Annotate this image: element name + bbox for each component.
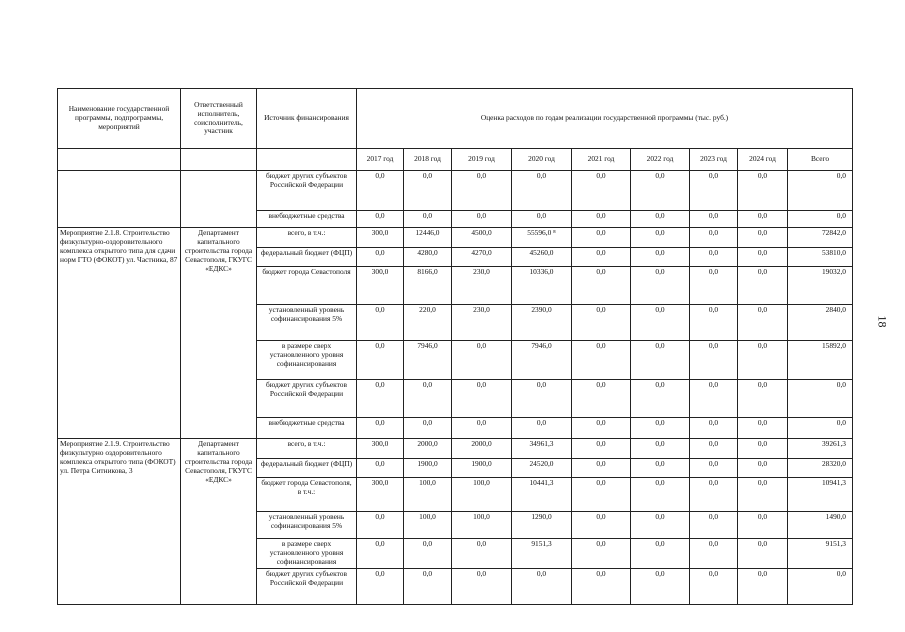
year-value: 0,0 xyxy=(738,305,788,341)
funding-source: установленный уровень софинансирования 5% xyxy=(257,512,357,539)
year-value: 0,0 xyxy=(690,305,738,341)
funding-source: федеральный бюджет (ФЦП) xyxy=(257,459,357,478)
header-row xyxy=(58,89,853,149)
year-value: 4500,0 xyxy=(452,228,512,248)
year-header: 2017 год xyxy=(357,149,404,171)
year-value: 0,0 xyxy=(738,512,788,539)
year-value: 0,0 xyxy=(452,418,512,439)
year-value: 0,0 xyxy=(404,569,452,605)
year-value: 0,0 xyxy=(452,341,512,380)
year-header: 2023 год xyxy=(690,149,738,171)
year-value: 0,0 xyxy=(738,228,788,248)
years-spacer xyxy=(257,149,357,171)
year-value: 2390,0 xyxy=(512,305,572,341)
year-value: 0,0 xyxy=(738,380,788,418)
year-value: 0,0 xyxy=(452,171,512,211)
year-value: 0,0 xyxy=(572,459,631,478)
year-value: 12446,0 xyxy=(404,228,452,248)
year-value: 0,0 xyxy=(512,211,572,228)
funding-source: бюджет города Севастополя, в т.ч.: xyxy=(257,478,357,512)
year-value: 0,0 xyxy=(690,418,738,439)
total-value: 15892,0 xyxy=(788,341,853,380)
year-value: 0,0 xyxy=(631,539,690,569)
table-row xyxy=(58,439,853,459)
year-value: 9151,3 xyxy=(512,539,572,569)
funding-source: всего, в т.ч.: xyxy=(257,439,357,459)
total-value: 0,0 xyxy=(788,380,853,418)
year-value: 24520,0 xyxy=(512,459,572,478)
year-value: 0,0 xyxy=(357,512,404,539)
year-value: 0,0 xyxy=(738,459,788,478)
year-value: 100,0 xyxy=(452,478,512,512)
year-value: 0,0 xyxy=(631,248,690,267)
year-value: 0,0 xyxy=(572,512,631,539)
year-value: 0,0 xyxy=(631,512,690,539)
year-value: 0,0 xyxy=(572,211,631,228)
year-value: 300,0 xyxy=(357,439,404,459)
funding-source: бюджет других субъектов Российской Федерации xyxy=(257,380,357,418)
year-value: 0,0 xyxy=(690,380,738,418)
year-value: 0,0 xyxy=(357,539,404,569)
year-value: 300,0 xyxy=(357,267,404,305)
total-value: 9151,3 xyxy=(788,539,853,569)
year-value: 0,0 xyxy=(631,418,690,439)
activity-name: Мероприятие 2.1.9. Строительство физкультурно оздоровительного комплекса открытого типа (ФОКОТ) ул. Петра Ситникова, 3 xyxy=(58,439,181,605)
activity-name xyxy=(58,171,181,228)
year-value: 300,0 xyxy=(357,478,404,512)
total-value: 0,0 xyxy=(788,171,853,211)
budget-table xyxy=(57,88,853,605)
year-value: 0,0 xyxy=(690,439,738,459)
year-value: 0,0 xyxy=(572,341,631,380)
funding-source: бюджет других субъектов Российской Федерации xyxy=(257,171,357,211)
funding-source: в размере сверх установленного уровня софинансирования xyxy=(257,539,357,569)
year-value: 0,0 xyxy=(452,211,512,228)
year-value: 0,0 xyxy=(690,512,738,539)
year-value: 0,0 xyxy=(512,380,572,418)
activity-name: Мероприятие 2.1.8. Строительство физкультурно-оздоровительного комплекса открытого типа для сдачи норм ГТО (ФОКОТ) ул. Частника, 87 xyxy=(58,228,181,439)
year-value: 0,0 xyxy=(631,380,690,418)
year-value: 0,0 xyxy=(690,459,738,478)
year-value: 0,0 xyxy=(404,211,452,228)
year-header: 2021 год xyxy=(572,149,631,171)
year-value: 0,0 xyxy=(357,211,404,228)
year-header: 2020 год xyxy=(512,149,572,171)
year-value: 0,0 xyxy=(738,211,788,228)
year-value: 0,0 xyxy=(738,171,788,211)
year-value: 0,0 xyxy=(452,569,512,605)
year-header: 2024 год xyxy=(738,149,788,171)
year-value: 0,0 xyxy=(572,305,631,341)
year-value: 0,0 xyxy=(512,569,572,605)
year-value: 0,0 xyxy=(404,539,452,569)
years-row xyxy=(58,149,853,171)
year-value: 1900,0 xyxy=(452,459,512,478)
year-value: 0,0 xyxy=(572,248,631,267)
year-value: 0,0 xyxy=(512,171,572,211)
year-value: 7946,0 xyxy=(404,341,452,380)
year-value: 0,0 xyxy=(572,418,631,439)
year-value: 0,0 xyxy=(631,305,690,341)
funding-source: бюджет города Севастополя xyxy=(257,267,357,305)
year-value: 0,0 xyxy=(690,341,738,380)
year-value: 34961,3 xyxy=(512,439,572,459)
year-value: 0,0 xyxy=(690,211,738,228)
year-value: 0,0 xyxy=(631,341,690,380)
year-value: 0,0 xyxy=(738,539,788,569)
year-header-total: Всего xyxy=(788,149,853,171)
total-value: 39261,3 xyxy=(788,439,853,459)
year-value: 0,0 xyxy=(690,171,738,211)
year-value: 0,0 xyxy=(357,305,404,341)
year-value: 0,0 xyxy=(631,569,690,605)
year-value: 230,0 xyxy=(452,305,512,341)
years-spacer xyxy=(58,149,181,171)
year-value: 0,0 xyxy=(572,171,631,211)
year-value: 4280,0 xyxy=(404,248,452,267)
header-estimate: Оценка расходов по годам реализации государственной программы (тыс. руб.) xyxy=(357,89,853,149)
total-value: 1490,0 xyxy=(788,512,853,539)
year-value: 0,0 xyxy=(738,418,788,439)
page-number: 18 xyxy=(875,315,890,328)
table-row xyxy=(58,228,853,248)
year-value: 0,0 xyxy=(690,478,738,512)
year-value: 0,0 xyxy=(572,267,631,305)
year-value: 0,0 xyxy=(572,478,631,512)
year-value: 55596,0 ⁸ xyxy=(512,228,572,248)
year-value: 100,0 xyxy=(452,512,512,539)
year-value: 0,0 xyxy=(572,539,631,569)
years-spacer xyxy=(181,149,257,171)
year-value: 0,0 xyxy=(572,439,631,459)
year-value: 0,0 xyxy=(738,478,788,512)
year-value: 100,0 xyxy=(404,512,452,539)
year-header: 2022 год xyxy=(631,149,690,171)
year-value: 300,0 xyxy=(357,228,404,248)
year-value: 0,0 xyxy=(572,228,631,248)
year-value: 0,0 xyxy=(404,418,452,439)
total-value: 0,0 xyxy=(788,211,853,228)
total-value: 53810,0 xyxy=(788,248,853,267)
responsible-party: Департамент капитального строительства города Севастополя, ГКУГС «ЕДКС» xyxy=(181,228,257,439)
year-value: 0,0 xyxy=(452,380,512,418)
year-value: 230,0 xyxy=(452,267,512,305)
year-value: 0,0 xyxy=(357,459,404,478)
year-value: 0,0 xyxy=(512,418,572,439)
year-value: 0,0 xyxy=(690,539,738,569)
funding-source: бюджет других субъектов Российской Федерации xyxy=(257,569,357,605)
year-value: 0,0 xyxy=(690,248,738,267)
funding-source: федеральный бюджет (ФЦП) xyxy=(257,248,357,267)
total-value: 19032,0 xyxy=(788,267,853,305)
year-value: 0,0 xyxy=(738,248,788,267)
year-value: 0,0 xyxy=(690,569,738,605)
year-value: 0,0 xyxy=(452,539,512,569)
year-value: 0,0 xyxy=(738,569,788,605)
year-header: 2018 год xyxy=(404,149,452,171)
year-value: 0,0 xyxy=(631,267,690,305)
year-value: 0,0 xyxy=(572,569,631,605)
year-value: 1290,0 xyxy=(512,512,572,539)
year-value: 0,0 xyxy=(404,171,452,211)
total-value: 10941,3 xyxy=(788,478,853,512)
year-value: 0,0 xyxy=(357,569,404,605)
year-value: 100,0 xyxy=(404,478,452,512)
year-value: 0,0 xyxy=(357,171,404,211)
year-value: 0,0 xyxy=(357,341,404,380)
year-value: 0,0 xyxy=(631,459,690,478)
year-value: 220,0 xyxy=(404,305,452,341)
year-value: 0,0 xyxy=(357,380,404,418)
year-value: 0,0 xyxy=(738,439,788,459)
year-value: 10336,0 xyxy=(512,267,572,305)
year-value: 0,0 xyxy=(631,171,690,211)
table-row xyxy=(58,171,853,211)
year-value: 0,0 xyxy=(631,478,690,512)
total-value: 2840,0 xyxy=(788,305,853,341)
year-value: 0,0 xyxy=(572,380,631,418)
year-value: 0,0 xyxy=(357,418,404,439)
total-value: 0,0 xyxy=(788,418,853,439)
year-value: 0,0 xyxy=(404,380,452,418)
year-value: 4270,0 xyxy=(452,248,512,267)
year-value: 0,0 xyxy=(631,439,690,459)
year-value: 0,0 xyxy=(631,228,690,248)
total-value: 28320,0 xyxy=(788,459,853,478)
header-name: Наименование государственной программы, подпрограммы, мероприятий xyxy=(58,89,181,149)
year-value: 2000,0 xyxy=(404,439,452,459)
total-value: 0,0 xyxy=(788,569,853,605)
year-value: 0,0 xyxy=(631,211,690,228)
header-source: Источник финансирования xyxy=(257,89,357,149)
funding-source: в размере сверх установленного уровня софинансирования xyxy=(257,341,357,380)
responsible-party: Департамент капитального строительства города Севастополя, ГКУГС «ЕДКС» xyxy=(181,439,257,605)
year-value: 8166,0 xyxy=(404,267,452,305)
year-value: 0,0 xyxy=(690,267,738,305)
year-value: 7946,0 xyxy=(512,341,572,380)
year-value: 0,0 xyxy=(738,341,788,380)
year-value: 0,0 xyxy=(357,248,404,267)
year-value: 1900,0 xyxy=(404,459,452,478)
funding-source: внебюджетные средства xyxy=(257,418,357,439)
year-value: 45260,0 xyxy=(512,248,572,267)
funding-source: установленный уровень софинансирования 5% xyxy=(257,305,357,341)
year-value: 0,0 xyxy=(738,267,788,305)
responsible-party xyxy=(181,171,257,228)
header-responsible: Ответственный исполнитель, соисполнитель, участник xyxy=(181,89,257,149)
funding-source: всего, в т.ч.: xyxy=(257,228,357,248)
year-value: 2000,0 xyxy=(452,439,512,459)
year-value: 10441,3 xyxy=(512,478,572,512)
funding-source: внебюджетные средства xyxy=(257,211,357,228)
year-header: 2019 год xyxy=(452,149,512,171)
year-value: 0,0 xyxy=(690,228,738,248)
total-value: 72842,0 xyxy=(788,228,853,248)
